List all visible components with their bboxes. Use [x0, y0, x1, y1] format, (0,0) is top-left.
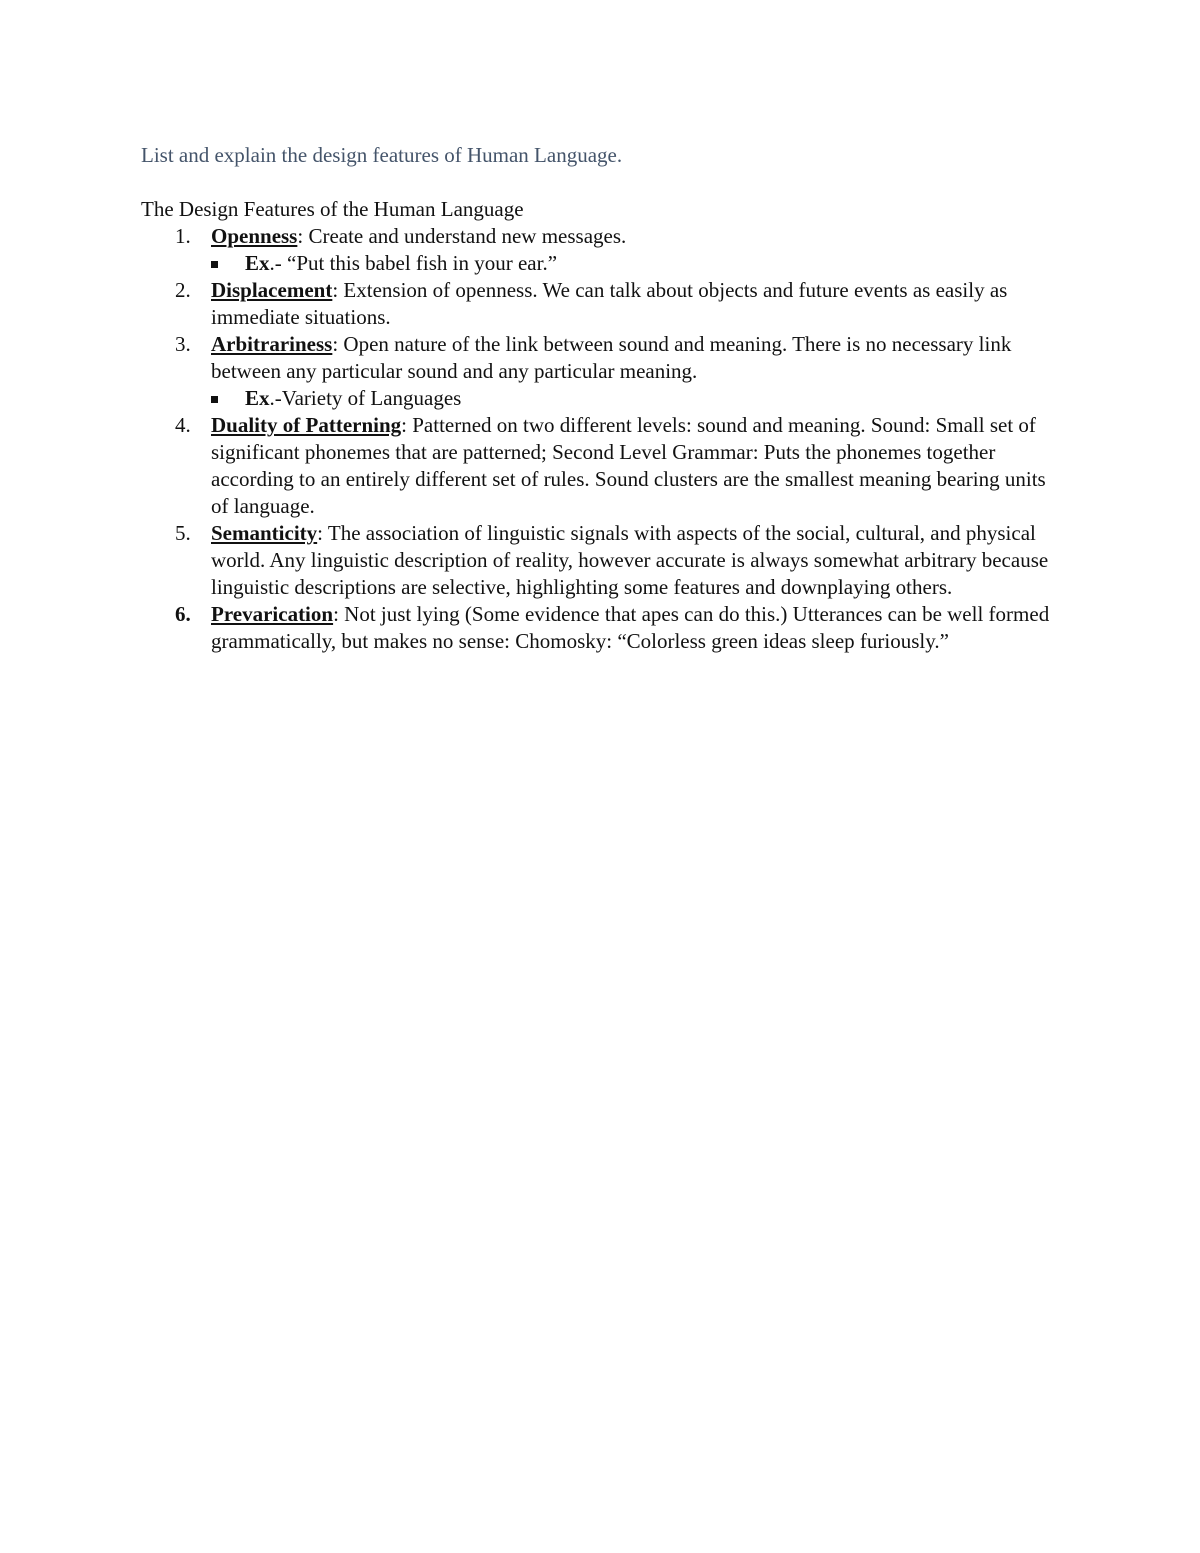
feature-item-duality-of-patterning [141, 412, 1061, 520]
feature-item-semanticity [141, 520, 1061, 601]
feature-term: Duality of Patterning [211, 413, 402, 437]
feature-term: Semanticity [211, 521, 318, 545]
example-text: .- “Put this babel fish in your ear.” [269, 251, 558, 275]
feature-number: 6. [175, 602, 191, 626]
list-heading: The Design Features of the Human Language [141, 197, 524, 221]
feature-example [211, 385, 1061, 412]
feature-description [211, 223, 1061, 250]
design-features-list [141, 223, 1061, 655]
feature-description [211, 331, 1061, 385]
feature-text: : Open nature of the link between sound and meaning. There is no necessary link between any particular sound and any particular meaning. [211, 332, 1012, 383]
feature-description [211, 601, 1061, 655]
feature-number: 1. [175, 224, 191, 248]
feature-text: : The association of linguistic signals with aspects of the social, cultural, and physical world. Any linguistic description of reality, however accurate is always somewhat arbitrary because linguistic descriptions are selective, highlighting some features and downplaying others. [211, 521, 1049, 599]
feature-text: : Not just lying (Some evidence that apes can do this.) Utterances can be well formed grammatically, but makes no sense: Chomosky: “Colorless green ideas sleep furiously.” [211, 602, 1050, 653]
example-text: .-Variety of Languages [269, 386, 462, 410]
feature-description [211, 520, 1061, 601]
feature-text: : Patterned on two different levels: sound and meaning. Sound: Small set of significant phonemes that are patterned; Second Level Grammar: Puts the phonemes together according to an entirely different set of rules. Sound clusters are the smallest meaning bearing units of language. [211, 413, 1046, 518]
feature-item-openness [141, 223, 1061, 277]
feature-number: 2. [175, 278, 191, 302]
feature-number: 5. [175, 521, 191, 545]
feature-term: Prevarication [211, 602, 334, 626]
example-label: Ex [245, 251, 270, 275]
example-label: Ex [245, 386, 270, 410]
feature-text: : Extension of openness. We can talk about objects and future events as easily as immediate situations. [211, 278, 1008, 329]
feature-text: : Create and understand new messages. [297, 224, 627, 248]
feature-number: 3. [175, 332, 191, 356]
feature-example [211, 250, 1061, 277]
feature-term: Displacement [211, 278, 333, 302]
feature-term: Openness [211, 224, 298, 248]
feature-item-arbitrariness [141, 331, 1061, 412]
feature-description [211, 412, 1061, 520]
square-bullet-icon [211, 396, 218, 403]
feature-item-displacement [141, 277, 1061, 331]
feature-term: Arbitrariness [211, 332, 333, 356]
feature-item-prevarication [141, 601, 1061, 655]
square-bullet-icon [211, 261, 218, 268]
feature-description [211, 277, 1061, 331]
feature-number: 4. [175, 413, 191, 437]
question-text: List and explain the design features of Human Language. [141, 143, 623, 167]
